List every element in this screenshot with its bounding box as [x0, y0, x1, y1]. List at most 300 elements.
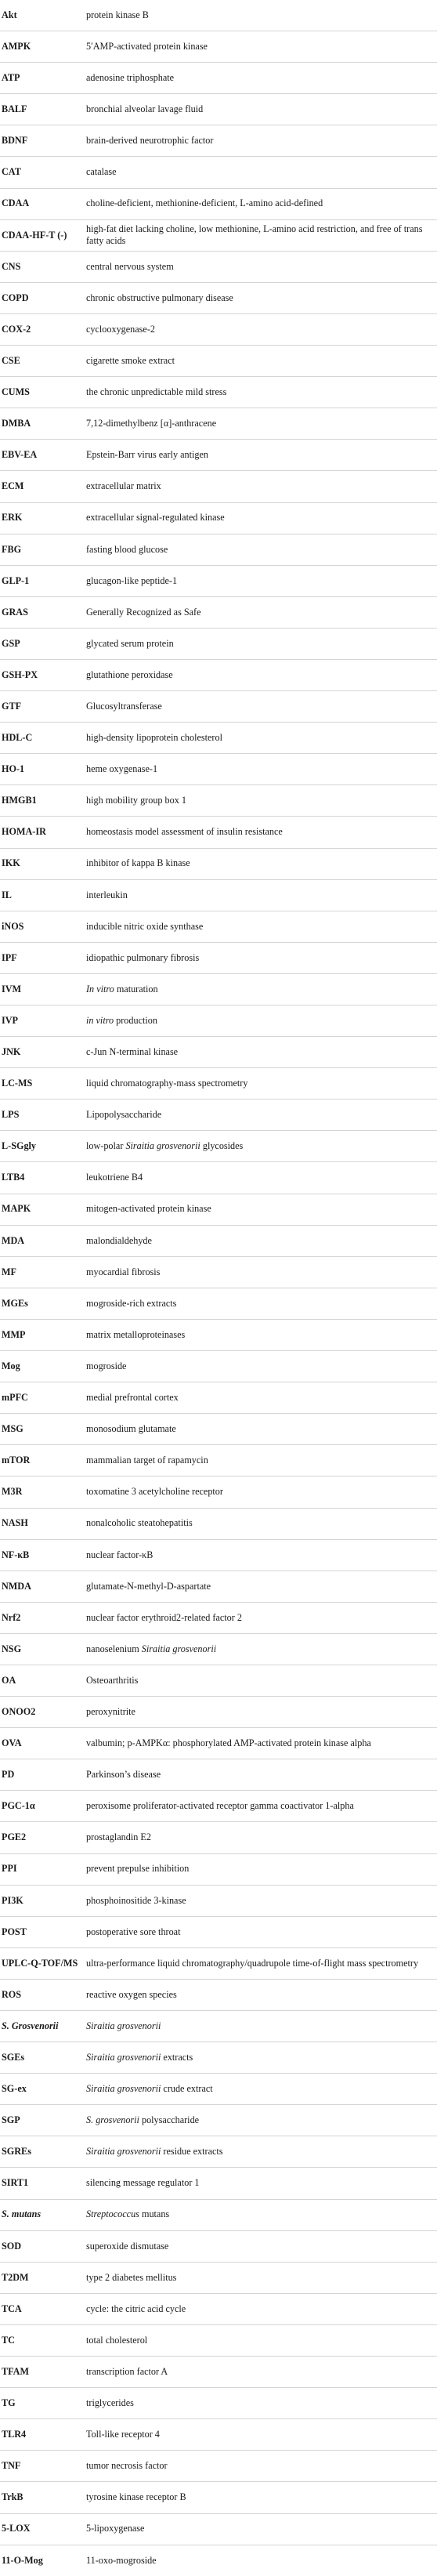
definition-text: monosodium glutamate	[86, 1423, 176, 1435]
abbreviation-term: ONOO2	[2, 1705, 36, 1717]
abbreviation-definition	[86, 2555, 432, 2567]
abbreviation-term: TrkB	[2, 2491, 23, 2503]
abbreviation-term: M3R	[2, 1486, 23, 1498]
definition-text: high mobility group box 1	[86, 795, 186, 806]
abbreviation-term: LC-MS	[2, 1078, 33, 1089]
abbreviation-term: S. mutans	[2, 2208, 42, 2220]
abbreviation-definition	[86, 324, 432, 335]
abbreviation-term: IKK	[2, 857, 20, 869]
abbreviation-term: CDAA-HF-T (-)	[2, 229, 67, 241]
definition-text: transcription factor A	[86, 2365, 168, 2377]
glossary-row	[0, 471, 437, 502]
abbreviation-term: GSP	[2, 637, 20, 649]
glossary-row	[0, 817, 437, 848]
abbreviation-term: PGE2	[2, 1831, 27, 1843]
abbreviation-definition	[86, 1958, 432, 1969]
abbreviation-definition	[86, 9, 432, 21]
abbreviation-definition	[86, 1140, 432, 1152]
definition-text: residue extracts	[161, 2146, 223, 2158]
abbreviation-definition	[86, 41, 432, 53]
abbreviation-definition	[86, 1078, 432, 1089]
abbreviation-term: CAT	[2, 166, 21, 178]
abbreviation-definition	[86, 952, 432, 964]
abbreviation-term: IVP	[2, 1014, 18, 1026]
abbreviation-definition	[86, 166, 432, 178]
glossary-row	[0, 0, 437, 31]
glossary-row	[0, 1728, 437, 1759]
abbreviation-definition	[86, 921, 432, 933]
abbreviation-definition	[86, 197, 432, 209]
definition-text: reactive oxygen species	[86, 1988, 177, 2000]
abbreviation-term: S. Grosvenorii	[2, 2020, 59, 2031]
definition-text: 5′AMP-activated protein kinase	[86, 41, 208, 53]
definition-text: glutamate-N-methyl-D-aspartate	[86, 1580, 211, 1592]
abbreviation-term: MAPK	[2, 1203, 31, 1215]
abbreviation-definition	[86, 795, 432, 806]
abbreviation-term: LTB4	[2, 1172, 25, 1183]
glossary-row	[0, 503, 437, 534]
abbreviation-definition	[86, 2303, 432, 2315]
definition-text: Parkinson’s disease	[86, 1769, 161, 1781]
glossary-row	[0, 849, 437, 880]
abbreviation-term: OA	[2, 1674, 16, 1686]
glossary-row	[0, 2168, 437, 2199]
glossary-row	[0, 2357, 437, 2388]
abbreviation-definition	[86, 2241, 432, 2252]
abbreviation-term: TCA	[2, 2302, 22, 2314]
abbreviation-definition	[86, 1455, 432, 1466]
definition-text: glycosides	[200, 1140, 244, 1152]
glossary-row	[0, 189, 437, 220]
definition-text: crude extract	[161, 2083, 213, 2095]
definition-text: type 2 diabetes mellitus	[86, 2271, 177, 2283]
definition-text: inducible nitric oxide synthase	[86, 920, 204, 932]
abbreviation-definition	[86, 2052, 432, 2063]
abbreviation-term: ROS	[2, 1988, 22, 2000]
definition-text: bronchial alveolar lavage fluid	[86, 103, 204, 115]
abbreviation-term: mPFC	[2, 1392, 28, 1404]
glossary-row	[0, 1005, 437, 1037]
glossary-row	[0, 2388, 437, 2419]
abbreviation-definition	[86, 607, 432, 618]
abbreviation-term: MGEs	[2, 1297, 28, 1309]
definition-text: tumor necrosis factor	[86, 2460, 168, 2472]
abbreviation-definition	[86, 2366, 432, 2378]
definition-text: ultra-performance liquid chromatography/quadrupole time-of-flight mass spectrometry	[86, 1957, 419, 1969]
abbreviation-definition	[86, 2397, 432, 2409]
definition-text: tyrosine kinase receptor B	[86, 2491, 186, 2503]
abbreviation-term: Akt	[2, 9, 17, 20]
definition-text: mogroside	[86, 1360, 127, 1371]
definition-text: matrix metalloproteinases	[86, 1328, 186, 1340]
abbreviation-definition	[86, 2523, 432, 2534]
definition-italic-text: S. grosvenorii	[86, 2114, 139, 2126]
abbreviation-term: TFAM	[2, 2365, 29, 2377]
abbreviation-term: MF	[2, 1266, 16, 1277]
abbreviation-term: T2DM	[2, 2271, 29, 2283]
definition-text: Toll-like receptor 4	[86, 2429, 160, 2440]
glossary-row	[0, 1351, 437, 1382]
abbreviation-definition	[86, 1517, 432, 1529]
abbreviation-definition	[86, 1360, 432, 1372]
abbreviation-term: COPD	[2, 292, 29, 303]
definition-italic-text: Siraitia grosvenorii	[141, 1643, 217, 1654]
abbreviation-term: NMDA	[2, 1580, 31, 1592]
abbreviation-definition	[86, 1831, 432, 1843]
definition-text: liquid chromatography-mass spectrometry	[86, 1078, 248, 1089]
abbreviation-definition	[86, 292, 432, 304]
abbreviation-definition	[86, 669, 432, 681]
glossary-row	[0, 283, 437, 314]
glossary-row	[0, 2325, 437, 2357]
glossary-row	[0, 880, 437, 911]
definition-text: fasting blood glucose	[86, 543, 168, 555]
glossary-row	[0, 2136, 437, 2168]
abbreviation-definition	[86, 638, 432, 650]
glossary-row	[0, 2200, 437, 2231]
glossary-row	[0, 943, 437, 974]
definition-text: silencing message regulator 1	[86, 2177, 200, 2189]
definition-text: central nervous system	[86, 260, 174, 272]
definition-text: triglycerides	[86, 2397, 134, 2409]
definition-text: toxomatine 3 acetylcholine receptor	[86, 1486, 223, 1498]
glossary-row	[0, 2451, 437, 2482]
abbreviation-definition	[86, 1989, 432, 2001]
definition-text: glucagon-like peptide-1	[86, 574, 178, 586]
abbreviation-definition	[86, 1863, 432, 1875]
definition-text: Lipopolysaccharide	[86, 1109, 162, 1121]
abbreviation-definition	[86, 2083, 432, 2095]
abbreviation-term: TG	[2, 2397, 16, 2409]
abbreviation-definition	[86, 2272, 432, 2284]
definition-text: protein kinase B	[86, 9, 149, 20]
definition-text: cycle: the citric acid cycle	[86, 2302, 186, 2314]
definition-text: idiopathic pulmonary fibrosis	[86, 951, 200, 963]
glossary-row	[0, 1540, 437, 1571]
abbreviation-definition	[86, 2491, 432, 2503]
abbreviation-definition	[86, 2208, 432, 2220]
glossary-row	[0, 1822, 437, 1853]
glossary-row	[0, 1100, 437, 1131]
definition-text: peroxynitrite	[86, 1705, 135, 1717]
abbreviation-term: IPF	[2, 951, 17, 963]
abbreviation-definition	[86, 1926, 432, 1938]
glossary-row	[0, 534, 437, 566]
glossary-row	[0, 63, 437, 94]
glossary-row	[0, 1886, 437, 1917]
glossary-row	[0, 2042, 437, 2074]
abbreviation-definition	[86, 1706, 432, 1718]
abbreviation-term: BALF	[2, 103, 27, 115]
glossary-row	[0, 1445, 437, 1476]
abbreviation-definition	[86, 1643, 432, 1655]
definition-text: nuclear factor erythroid2-related factor 2	[86, 1611, 242, 1623]
definition-text: inhibitor of kappa B kinase	[86, 857, 190, 869]
abbreviation-definition	[86, 2460, 432, 2472]
abbreviation-term: PD	[2, 1769, 15, 1781]
abbreviation-term: HO-1	[2, 763, 25, 775]
abbreviation-term: MMP	[2, 1328, 26, 1340]
glossary-row	[0, 974, 437, 1005]
glossary-row	[0, 1162, 437, 1194]
abbreviation-definition	[86, 261, 432, 273]
definition-text: choline-deficient, methionine-deficient, L-amino acid-defined	[86, 197, 323, 209]
definition-text: Glucosyltransferase	[86, 700, 162, 712]
abbreviation-definition	[86, 1329, 432, 1341]
abbreviation-term: GLP-1	[2, 574, 30, 586]
definition-text: maturation	[114, 983, 158, 995]
abbreviation-term: AMPK	[2, 41, 31, 53]
abbreviation-term: 5-LOX	[2, 2523, 31, 2534]
abbreviation-term: POST	[2, 1926, 27, 1937]
glossary-row	[0, 157, 437, 188]
definition-text: valbumin; p-AMPKα: phosphorylated AMP-activated protein kinase alpha	[86, 1737, 371, 1749]
abbreviation-definition	[86, 1800, 432, 1812]
abbreviation-term: LPS	[2, 1109, 20, 1121]
definition-text: high-density lipoprotein cholesterol	[86, 732, 222, 744]
abbreviation-definition	[86, 857, 432, 869]
abbreviation-definition	[86, 386, 432, 398]
abbreviation-definition	[86, 1392, 432, 1404]
definition-italic-text: in vitro	[86, 1014, 114, 1026]
glossary-row	[0, 754, 437, 785]
glossary-row	[0, 723, 437, 754]
abbreviation-term: TC	[2, 2334, 15, 2346]
definition-text: phosphoinositide 3-kinase	[86, 1894, 186, 1906]
abbreviation-definition	[86, 1046, 432, 1058]
definition-text: myocardial fibrosis	[86, 1266, 161, 1277]
glossary-row	[0, 314, 437, 346]
abbreviation-definition	[86, 2146, 432, 2158]
abbreviation-term: FBG	[2, 543, 22, 555]
definition-text: glycated serum protein	[86, 637, 174, 649]
definition-italic-text: Siraitia grosvenorii	[86, 2020, 161, 2031]
definition-text: production	[114, 1014, 157, 1026]
abbreviation-term: ATP	[2, 72, 20, 84]
definition-text: nanoselenium	[86, 1643, 142, 1654]
definition-text: 11-oxo-mogroside	[86, 2554, 157, 2566]
abbreviation-definition	[86, 826, 432, 838]
abbreviation-term: ECM	[2, 480, 24, 492]
glossary-row	[0, 1665, 437, 1697]
glossary-row	[0, 2231, 437, 2263]
glossary-row	[0, 1759, 437, 1791]
abbreviation-term: BDNF	[2, 135, 28, 147]
abbreviation-term: TNF	[2, 2460, 21, 2472]
abbreviation-definition	[86, 984, 432, 995]
definition-text: brain-derived neurotrophic factor	[86, 135, 214, 147]
definition-text: heme oxygenase-1	[86, 763, 158, 775]
glossary-row	[0, 125, 437, 157]
abbreviation-definition	[86, 1235, 432, 1247]
abbreviation-definition	[86, 480, 432, 492]
glossary-row	[0, 566, 437, 597]
abbreviation-definition	[86, 2020, 432, 2032]
abbreviation-term: L-SGgly	[2, 1140, 37, 1152]
abbreviation-term: UPLC-Q-TOF/MS	[2, 1957, 78, 1969]
glossary-row	[0, 2514, 437, 2545]
glossary-row	[0, 1068, 437, 1100]
definition-text: cyclooxygenase-2	[86, 323, 155, 335]
abbreviation-term: SG-ex	[2, 2083, 27, 2095]
abbreviation-term: PGC-1α	[2, 1800, 35, 1812]
abbreviation-term: PPI	[2, 1863, 17, 1875]
glossary-row	[0, 1509, 437, 1540]
definition-text: c-Jun N-terminal kinase	[86, 1046, 179, 1058]
abbreviation-term: NASH	[2, 1517, 28, 1529]
glossary-row	[0, 408, 437, 440]
abbreviation-definition	[86, 575, 432, 587]
definition-text: mutans	[139, 2208, 170, 2220]
definition-italic-text: Siraitia grosvenorii	[86, 2052, 161, 2063]
abbreviation-term: ERK	[2, 512, 23, 524]
glossary-row	[0, 1194, 437, 1226]
definition-text: prevent prepulse inhibition	[86, 1863, 190, 1875]
glossary-row	[0, 1634, 437, 1665]
abbreviation-definition	[86, 2335, 432, 2346]
abbreviation-definition	[86, 449, 432, 461]
glossary-row	[0, 2545, 437, 2576]
abbreviation-definition	[86, 1172, 432, 1183]
glossary-row	[0, 1697, 437, 1728]
glossary-row	[0, 31, 437, 63]
glossary-row	[0, 911, 437, 943]
abbreviation-term: SIRT1	[2, 2177, 29, 2189]
abbreviation-definition	[86, 1203, 432, 1215]
definition-italic-text: Streptococcus	[86, 2208, 139, 2220]
definition-text: medial prefrontal cortex	[86, 1392, 179, 1404]
definition-text: mitogen-activated protein kinase	[86, 1203, 211, 1215]
definition-text: extracellular matrix	[86, 480, 161, 492]
definition-text: the chronic unpredictable mild stress	[86, 386, 227, 398]
glossary-row	[0, 691, 437, 723]
definition-text: 7,12-dimethylbenz [α]-anthracene	[86, 418, 217, 429]
abbreviation-term: GTF	[2, 700, 22, 712]
glossary-row	[0, 1131, 437, 1162]
definition-italic-text: Siraitia grosvenorii	[86, 2083, 161, 2095]
glossary-row	[0, 1980, 437, 2011]
definition-text: glutathione peroxidase	[86, 668, 173, 680]
glossary-row	[0, 785, 437, 817]
abbreviation-term: SGP	[2, 2114, 20, 2126]
definition-text: mogroside-rich extracts	[86, 1297, 177, 1309]
definition-text: Generally Recognized as Safe	[86, 606, 201, 618]
definition-text: low-polar	[86, 1140, 126, 1152]
abbreviation-term: Nrf2	[2, 1611, 21, 1623]
definition-text: polysaccharide	[139, 2114, 200, 2126]
definition-text: interleukin	[86, 889, 128, 900]
definition-text: prostaglandin E2	[86, 1831, 151, 1843]
definition-text: chronic obstructive pulmonary disease	[86, 292, 233, 303]
glossary-row	[0, 2263, 437, 2294]
abbreviation-term: COX-2	[2, 323, 31, 335]
definition-text: peroxisome proliferator-activated receptor gamma coactivator 1-alpha	[86, 1800, 354, 1812]
abbreviation-term: OVA	[2, 1737, 22, 1749]
glossary-row	[0, 1414, 437, 1445]
definition-text: Epstein-Barr virus early antigen	[86, 449, 209, 461]
abbreviation-definition	[86, 1895, 432, 1907]
abbreviation-term: PI3K	[2, 1894, 23, 1906]
glossary-row	[0, 660, 437, 691]
abbreviation-term: CDAA	[2, 197, 30, 209]
abbreviation-definition	[86, 1769, 432, 1781]
abbreviation-definition	[86, 1581, 432, 1592]
abbreviation-definition	[86, 1015, 432, 1027]
abbreviation-definition	[86, 72, 432, 84]
glossary-row	[0, 2074, 437, 2105]
definition-text: postoperative sore throat	[86, 1926, 181, 1937]
glossary-row	[0, 1603, 437, 1634]
abbreviation-term: MDA	[2, 1234, 25, 1246]
abbreviation-definition	[86, 1266, 432, 1278]
abbreviation-definition	[86, 1675, 432, 1687]
abbreviation-term: HMGB1	[2, 795, 37, 806]
glossary-row	[0, 2419, 437, 2451]
glossary-row	[0, 252, 437, 283]
abbreviation-definition	[86, 135, 432, 147]
glossary-row	[0, 1948, 437, 1980]
abbreviation-definition	[86, 2177, 432, 2189]
glossary-row	[0, 2482, 437, 2513]
definition-text: catalase	[86, 166, 117, 178]
abbreviation-term: CNS	[2, 260, 21, 272]
definition-text: Osteoarthritis	[86, 1674, 139, 1686]
abbreviation-term: GRAS	[2, 606, 28, 618]
definition-text: nuclear factor-κB	[86, 1549, 153, 1560]
abbreviation-term: JNK	[2, 1046, 21, 1058]
abbreviation-definition	[86, 103, 432, 115]
glossary-row	[0, 346, 437, 377]
abbreviation-definition	[86, 1109, 432, 1121]
abbreviation-definition	[86, 889, 432, 901]
definition-italic-text: Siraitia grosvenorii	[86, 2146, 161, 2158]
abbreviation-term: DMBA	[2, 418, 31, 429]
abbreviation-definition	[86, 418, 432, 429]
abbreviation-definition	[86, 763, 432, 775]
abbreviation-definition	[86, 544, 432, 556]
abbreviation-term: NSG	[2, 1643, 22, 1654]
definition-text: homeostasis model assessment of insulin resistance	[86, 826, 283, 838]
glossary-row	[0, 1854, 437, 1886]
abbreviation-term: MSG	[2, 1423, 23, 1435]
abbreviation-term: SGREs	[2, 2146, 31, 2158]
glossary-row	[0, 1791, 437, 1822]
definition-text: adenosine triphosphate	[86, 72, 175, 84]
glossary-row	[0, 2011, 437, 2042]
abbreviation-term: mTOR	[2, 1455, 31, 1466]
definition-text: extracts	[161, 2052, 193, 2063]
abbreviation-term: HDL-C	[2, 732, 33, 744]
abbreviation-definition	[86, 1549, 432, 1561]
glossary-row	[0, 377, 437, 408]
definition-text: mammalian target of rapamycin	[86, 1455, 208, 1466]
abbreviation-term: 11-O-Mog	[2, 2554, 43, 2566]
glossary-row	[0, 1320, 437, 1351]
glossary-row	[0, 440, 437, 471]
glossary-row	[0, 1917, 437, 1948]
abbreviation-definition	[86, 1612, 432, 1624]
abbreviation-term: iNOS	[2, 920, 24, 932]
abbreviation-term: SOD	[2, 2240, 22, 2252]
definition-text: leukotriene B4	[86, 1172, 143, 1183]
glossary-row	[0, 1382, 437, 1414]
abbreviation-term: TLR4	[2, 2429, 27, 2440]
glossary-row	[0, 1288, 437, 1320]
glossary-row	[0, 2294, 437, 2325]
abbreviation-term: EBV-EA	[2, 449, 38, 461]
abbreviation-term: GSH-PX	[2, 668, 38, 680]
definition-text: nonalcoholic steatohepatitis	[86, 1517, 193, 1529]
